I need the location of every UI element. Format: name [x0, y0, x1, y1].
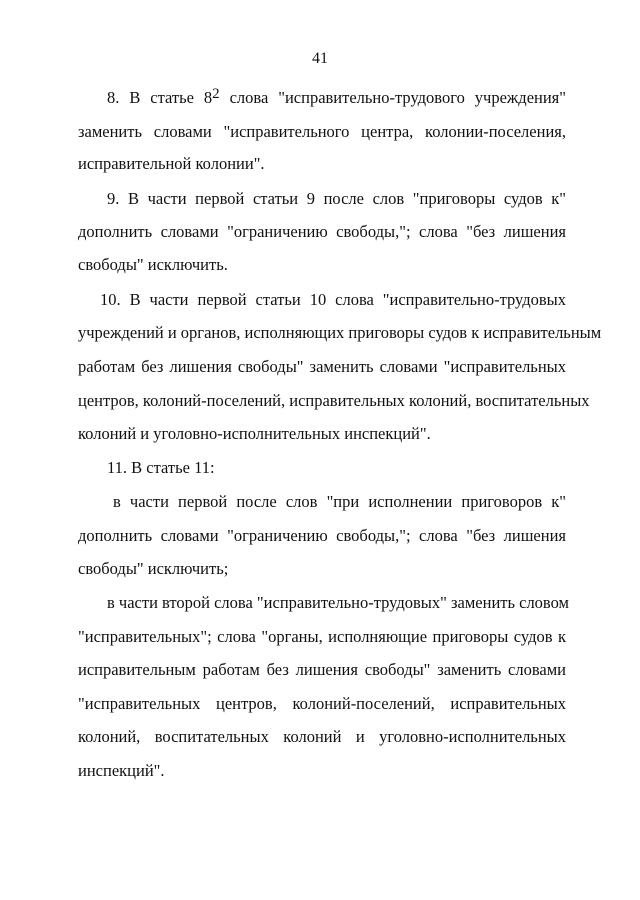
paragraph-11b-line-5: колоний, воспитательных колоний и уголовно-исполнительных	[78, 727, 566, 746]
page-number: 41	[312, 50, 328, 67]
paragraph-10-line-2: учреждений и органов, исполняющих приговоры судов к исправительным	[78, 323, 602, 342]
item-number-8: 8.	[107, 88, 120, 107]
paragraph-11b-line-3: исправительным работам без лишения свободы" заменить словами	[78, 660, 566, 679]
paragraph-9-line-1: 9. В части первой статьи 9 после слов "приговоры судов к"	[107, 189, 566, 208]
paragraph-10-line-4: центров, колоний-поселений, исправительных колоний, воспитательных	[78, 391, 590, 410]
superscript: 2	[212, 86, 220, 102]
paragraph-9-line-3: свободы" исключить.	[78, 255, 228, 274]
paragraph-9-line-2: дополнить словами "ограничению свободы,"; слова "без лишения	[78, 222, 566, 241]
paragraph-11a-line-2: дополнить словами "ограничению свободы,"; слова "без лишения	[78, 526, 566, 545]
paragraph-11a-line-1: в части первой после слов "при исполнении приговоров к"	[113, 492, 566, 511]
text-fragment: В статье 8	[129, 88, 213, 107]
paragraph-8-line-3: исправительной колонии".	[78, 154, 265, 173]
paragraph-8-line-2: заменить словами "исправительного центра, колонии-поселения,	[78, 122, 566, 141]
paragraph-11b-line-1: в части второй слова "исправительно-трудовых" заменить словом	[107, 593, 569, 612]
paragraph-10-line-1: 10. В части первой статьи 10 слова "исправительно-трудовых	[100, 290, 566, 309]
paragraph-10-line-5: колоний и уголовно-исполнительных инспекций".	[78, 424, 431, 443]
paragraph-11b-line-4: "исправительных центров, колоний-поселений, исправительных	[78, 694, 566, 713]
paragraph-8-line-1	[107, 88, 566, 109]
text-fragment: слова "исправительно-трудового учреждения"	[219, 88, 566, 107]
paragraph-11-heading: 11. В статье 11:	[107, 458, 215, 477]
paragraph-11a-line-3: свободы" исключить;	[78, 559, 229, 578]
paragraph-11b-line-2: "исправительных"; слова "органы, исполняющие приговоры судов к	[78, 627, 566, 646]
paragraph-10-line-3: работам без лишения свободы" заменить словами "исправительных	[78, 357, 566, 376]
paragraph-11b-line-6: инспекций".	[78, 761, 165, 780]
